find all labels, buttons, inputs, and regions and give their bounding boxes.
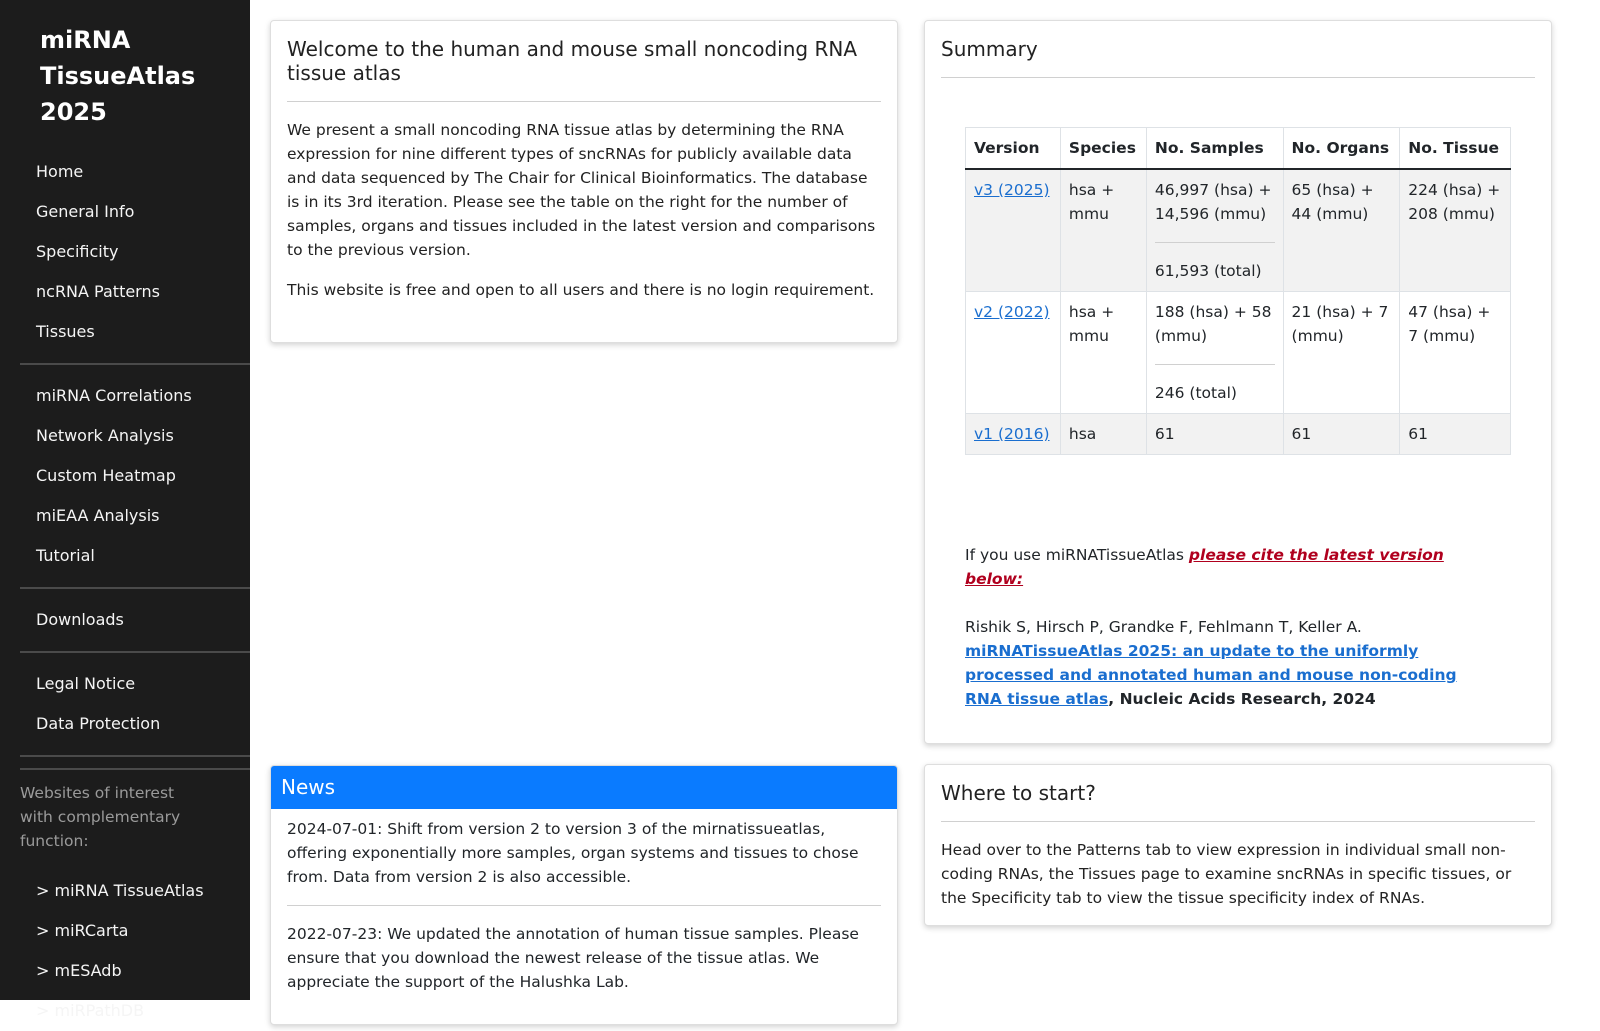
citation-block	[965, 543, 1485, 711]
summary-table-header	[966, 128, 1511, 170]
citation-prefix: If you use miRNATissueAtlas	[965, 546, 1189, 564]
where-to-start-card	[924, 764, 1552, 926]
cell-species: hsa	[1060, 414, 1146, 455]
nav-divider	[20, 363, 250, 365]
nav-item-custom-heatmap[interactable]: Custom Heatmap	[36, 466, 176, 485]
nav-item-tissues[interactable]: Tissues	[36, 322, 95, 341]
cell-version	[966, 292, 1061, 414]
summary-title: Summary	[941, 37, 1038, 61]
cell-samples	[1146, 292, 1283, 414]
cell-samples: 61	[1146, 414, 1283, 455]
nav-item-legal-notice[interactable]: Legal Notice	[36, 674, 136, 693]
citation-request	[965, 543, 1485, 591]
brand-line-2: TissueAtlas	[40, 62, 196, 90]
table-row	[966, 169, 1511, 292]
brand-title[interactable]	[0, 0, 250, 130]
nav-item-tutorial[interactable]: Tutorial	[36, 546, 95, 565]
external-links	[0, 871, 250, 1031]
external-link-mirna-tissueatlas[interactable]: > miRNA TissueAtlas	[36, 881, 204, 900]
samples-total: 61,593 (total)	[1154, 262, 1262, 280]
brand-line-3: 2025	[40, 98, 107, 126]
cell-species: hsa + mmu	[1060, 169, 1146, 292]
nav-item-data-protection[interactable]: Data Protection	[36, 714, 161, 733]
samples-divider	[1155, 364, 1275, 365]
nav-divider	[20, 755, 250, 757]
header-tissue: No. Tissue	[1400, 128, 1511, 170]
news-header: News	[271, 766, 897, 809]
cell-organs: 21 (hsa) + 7 (mmu)	[1283, 292, 1400, 414]
cell-organs: 61	[1283, 414, 1400, 455]
header-version: Version	[966, 128, 1061, 170]
citation-authors: Rishik S, Hirsch P, Grandke F, Fehlmann T, Keller A.	[965, 618, 1362, 636]
cell-version	[966, 169, 1061, 292]
sidebar	[0, 0, 250, 1020]
welcome-title: Welcome to the human and mouse small noncoding RNA tissue atlas	[287, 37, 858, 85]
nav-item-mirna-correlations[interactable]: miRNA Correlations	[36, 386, 192, 405]
nav-downloads	[0, 600, 250, 640]
external-link-mesadb[interactable]: > mESAdb	[36, 961, 122, 980]
welcome-card	[270, 20, 898, 343]
citation-journal: , Nucleic Acids Research, 2024	[1108, 690, 1376, 708]
news-body	[271, 809, 897, 994]
welcome-paragraph-free: This website is free and open to all users and there is no login requirement.	[287, 281, 875, 299]
samples-total: 246 (total)	[1154, 384, 1237, 402]
samples-divider	[1155, 242, 1275, 243]
external-link-mircarta[interactable]: > miRCarta	[36, 921, 129, 940]
nav-item-ncrna-patterns[interactable]: ncRNA Patterns	[36, 282, 160, 301]
welcome-paragraph-intro: We present a small noncoding RNA tissue atlas by determining the RNA expression for nine different types of sncRNAs for publicly available data and data sequenced by The Chair for Clinical Bioinformatics. The database is in its 3rd iteration. Please see the table on the right for the number of samples, organs and tissues included in the latest version and comparisons to the previous version.	[287, 121, 876, 259]
websites-note: Websites of interest with complementary function:	[20, 784, 181, 850]
version-link-v1[interactable]: v1 (2016)	[974, 425, 1050, 443]
where-to-start-title: Where to start?	[941, 781, 1096, 805]
nav-item-downloads[interactable]: Downloads	[36, 610, 124, 629]
samples-breakdown: 188 (hsa) + 58 (mmu)	[1154, 303, 1272, 345]
summary-table	[965, 127, 1511, 455]
cell-species: hsa + mmu	[1060, 292, 1146, 414]
version-link-v2[interactable]: v2 (2022)	[974, 303, 1050, 321]
nav-item-general-info[interactable]: General Info	[36, 202, 135, 221]
nav-item-specificity[interactable]: Specificity	[36, 242, 119, 261]
citation-reference	[965, 639, 1485, 711]
news-divider	[287, 905, 881, 906]
where-to-start-divider	[941, 821, 1535, 822]
nav-item-network-analysis[interactable]: Network Analysis	[36, 426, 174, 445]
welcome-divider	[287, 101, 881, 102]
nav-legal	[0, 664, 250, 744]
version-link-v3[interactable]: v3 (2025)	[974, 181, 1050, 199]
citation-paper-link[interactable]: miRNATissueAtlas 2025: an update to the uniformly processed and annotated human and mouse non-coding RNA tissue atlas	[965, 642, 1457, 708]
table-row	[966, 292, 1511, 414]
table-row	[966, 414, 1511, 455]
summary-card	[924, 20, 1552, 744]
nav-item-mieaa-analysis[interactable]: miEAA Analysis	[36, 506, 160, 525]
summary-divider	[941, 77, 1535, 78]
samples-breakdown: 46,997 (hsa) + 14,596 (mmu)	[1154, 181, 1272, 223]
news-item: 2024-07-01: Shift from version 2 to version 3 of the mirnatissueatlas, offering exponentially more samples, organ systems and tissues to chose from. Data from version 2 is also accessible.	[287, 820, 859, 886]
cell-tissue: 224 (hsa) + 208 (mmu)	[1400, 169, 1511, 292]
nav-divider	[20, 587, 250, 589]
brand-line-1: miRNA	[40, 26, 131, 54]
nav-main	[0, 152, 250, 352]
nav-item-home[interactable]: Home	[36, 162, 84, 181]
cell-tissue: 47 (hsa) + 7 (mmu)	[1400, 292, 1511, 414]
external-link-mirpathdb[interactable]: > miRPathDB	[36, 1001, 145, 1020]
where-to-start-text: Head over to the Patterns tab to view expression in individual small non-coding RNAs, the Tissues page to examine sncRNAs in specific tissues, or the Specificity tab to view the tissue specificity index of RNAs.	[941, 841, 1512, 907]
nav-analysis	[0, 376, 250, 576]
header-species: Species	[1060, 128, 1146, 170]
citation-warning-link[interactable]: please cite the latest version below:	[965, 546, 1444, 588]
cell-samples	[1146, 169, 1283, 292]
news-item: 2022-07-23: We updated the annotation of human tissue samples. Please ensure that you download the newest release of the tissue atlas. We appreciate the support of the Halushka Lab.	[287, 925, 859, 991]
cell-version	[966, 414, 1061, 455]
nav-divider	[20, 768, 250, 770]
nav-divider	[20, 651, 250, 653]
header-samples: No. Samples	[1146, 128, 1283, 170]
cell-organs: 65 (hsa) + 44 (mmu)	[1283, 169, 1400, 292]
cell-tissue: 61	[1400, 414, 1511, 455]
header-organs: No. Organs	[1283, 128, 1400, 170]
news-card	[270, 765, 898, 1025]
